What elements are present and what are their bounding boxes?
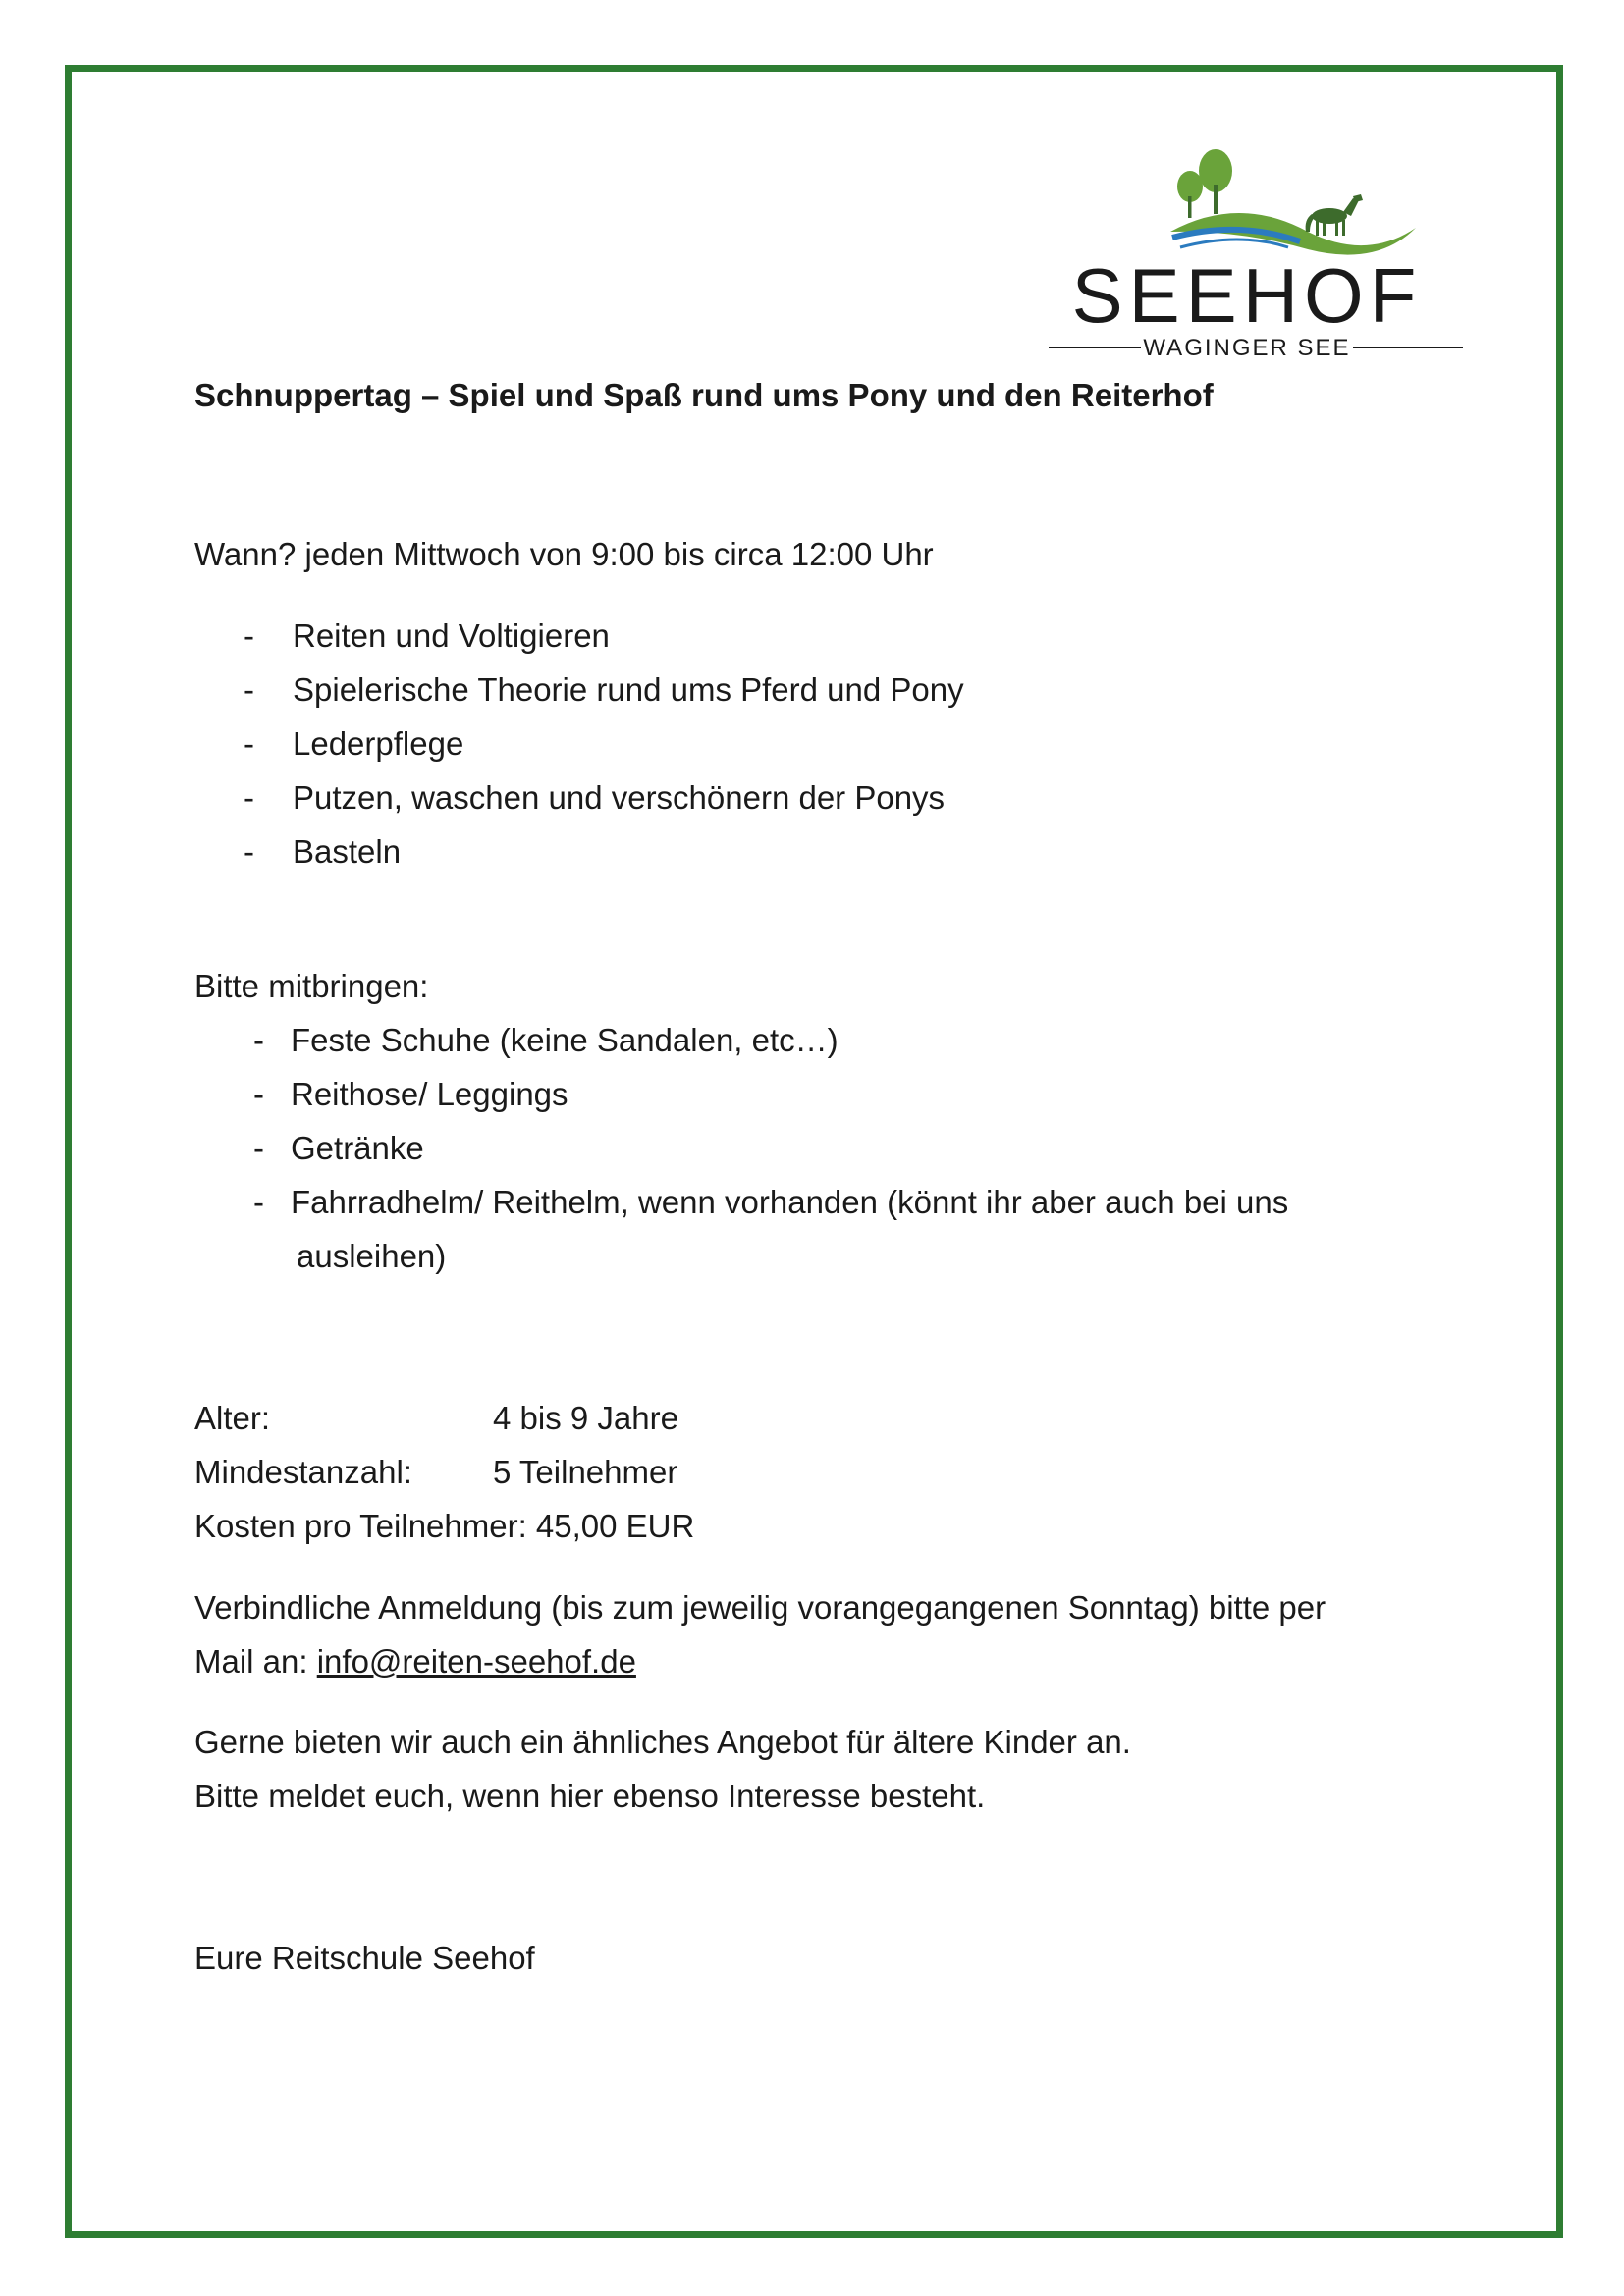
bring-heading: Bitte mitbringen: [194, 968, 429, 1004]
age-value: 4 bis 9 Jahre [493, 1400, 678, 1436]
cost-line: Kosten pro Teilnehmer: 45,00 EUR [194, 1508, 695, 1544]
offer-line-1: Gerne bieten wir auch ein ähnliches Angebot für ältere Kinder an. [194, 1724, 1131, 1760]
offer-line-2: Bitte meldet euch, wenn hier ebenso Interesse besteht. [194, 1778, 986, 1814]
email-link[interactable]: info@reiten-seehof.de [316, 1643, 636, 1680]
logo-graphic [1043, 137, 1465, 363]
mail-prefix: Mail an: [194, 1643, 317, 1680]
registration-mail-line [194, 1642, 636, 1682]
brand-wordmark: SEEHOF [1071, 252, 1423, 339]
registration-line: Verbindliche Anmeldung (bis zum jeweilig vorangegangenen Sonntag) bitte per [194, 1589, 1326, 1626]
min-participants-value: 5 Teilnehmer [493, 1454, 678, 1490]
list-item-continuation: ausleihen) [297, 1238, 447, 1274]
page-title: Schnuppertag – Spiel und Spaß rund ums Pony und den Reiterhof [194, 377, 1214, 413]
seehof-logo [1043, 137, 1465, 363]
when-line: Wann? jeden Mittwoch von 9:00 bis circa 12:00 Uhr [194, 536, 934, 572]
signature: Eure Reitschule Seehof [194, 1940, 535, 1976]
brand-tagline: WAGINGER SEE [1143, 335, 1351, 361]
min-participants-label: Mindestanzahl: [194, 1454, 412, 1490]
age-label: Alter: [194, 1400, 271, 1436]
horse-icon [1306, 194, 1363, 236]
